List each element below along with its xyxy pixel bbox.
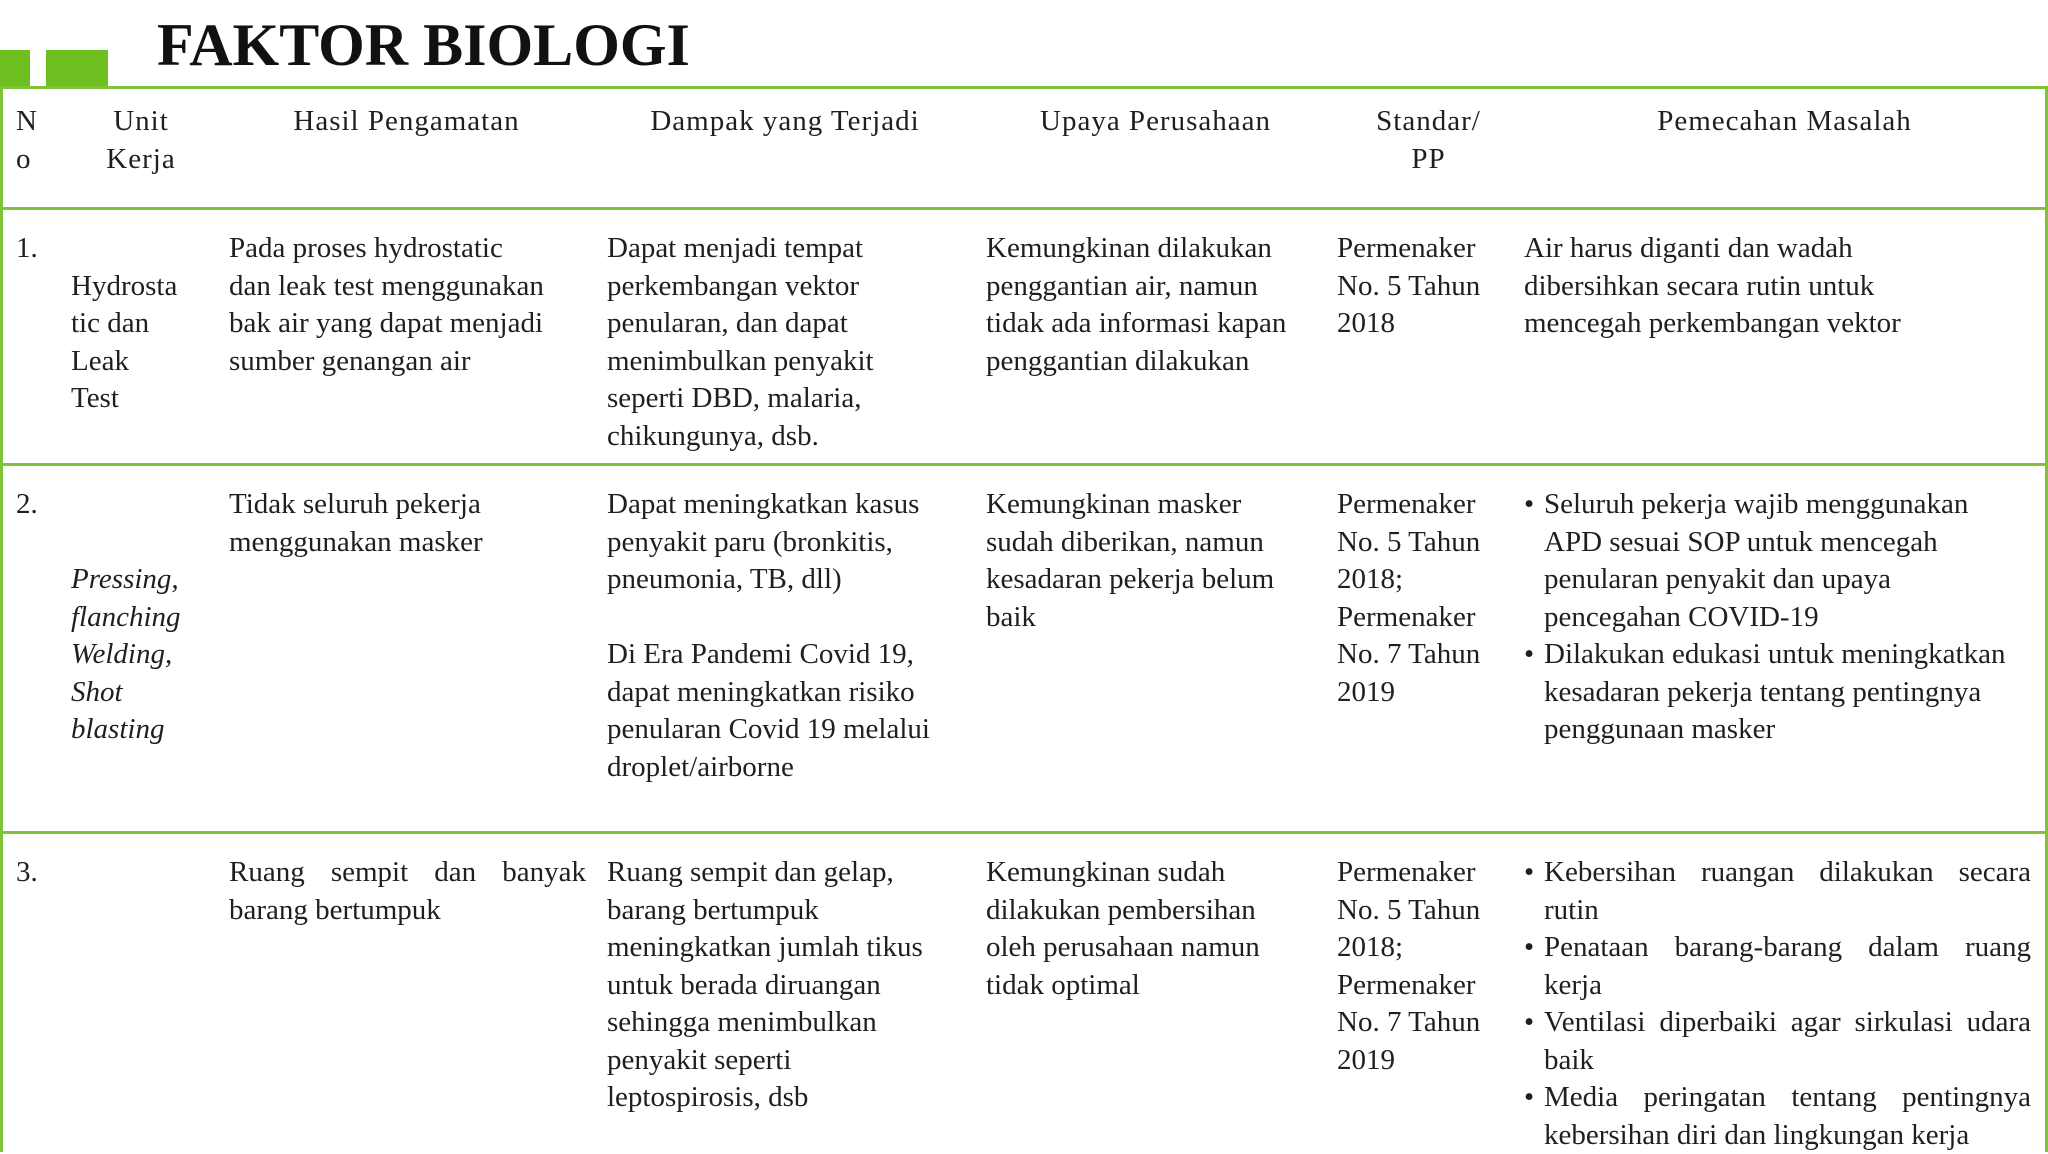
list-item: • Penataan barang-barang dalam ruang kerja (1524, 929, 2031, 1004)
table-row (3, 209, 2045, 465)
row-number: 3. (3, 833, 61, 1154)
header-pemecahan: Pemecahan Masalah (1524, 89, 2045, 209)
title-accent-block (46, 50, 108, 87)
table-row (3, 465, 2045, 833)
unit-kerja-cell: Hydrosta tic dan Leak Test (61, 209, 221, 465)
standar-cell: Permenaker No. 5 Tahun 2018; Permenaker No. 7 Tahun 2019 (1333, 465, 1524, 833)
table-row (3, 833, 2045, 1154)
page-title: FAKTOR BIOLOGI (157, 8, 690, 82)
dampak-cell: Dapat meningkatkan kasus penyakit paru (bronkitis, pneumonia, TB, dll) Di Era Pandemi Covid 19, dapat meningkatkan risiko penularan Covid 19 melalui droplet/airborne (592, 465, 978, 833)
solution-list (1524, 854, 2031, 1154)
pemecahan-cell (1524, 833, 2045, 1154)
hasil-cell: Pada proses hydrostatic dan leak test menggunakan bak air yang dapat menjadi sumber genangan air (221, 209, 592, 465)
unit-kerja-cell: Pressing, flanching Welding, Shot blasting (61, 465, 221, 833)
unit-kerja-cell (61, 833, 221, 1154)
pemecahan-cell: Air harus diganti dan wadah dibersihkan secara rutin untuk mencegah perkembangan vektor (1524, 209, 2045, 465)
upaya-cell: Kemungkinan sudah dilakukan pembersihan oleh perusahaan namun tidak optimal (978, 833, 1333, 1154)
header-no: N o (3, 89, 61, 209)
header-hasil-pengamatan: Hasil Pengamatan (221, 89, 592, 209)
pemecahan-cell (1524, 465, 2045, 833)
header-unit-kerja: Unit Kerja (61, 89, 221, 209)
upaya-cell: Kemungkinan dilakukan penggantian air, namun tidak ada informasi kapan penggantian dilakukan (978, 209, 1333, 465)
title-accent-block (0, 50, 30, 87)
dampak-cell: Dapat menjadi tempat perkembangan vektor penularan, dan dapat menimbulkan penyakit seperti DBD, malaria, chikungunya, dsb. (592, 209, 978, 465)
header-standar: Standar/ PP (1333, 89, 1524, 209)
upaya-cell: Kemungkinan masker sudah diberikan, namun kesadaran pekerja belum baik (978, 465, 1333, 833)
table-header-row (3, 89, 2045, 209)
list-item: • Dilakukan edukasi untuk meningkatkan kesadaran pekerja tentang pentingnya penggunaan masker (1524, 636, 2031, 749)
list-item: • Ventilasi diperbaiki agar sirkulasi udara baik (1524, 1004, 2031, 1079)
biology-factor-table (0, 86, 2048, 1152)
row-number: 1. (3, 209, 61, 465)
header-upaya: Upaya Perusahaan (978, 89, 1333, 209)
row-number: 2. (3, 465, 61, 833)
list-item: • Media peringatan tentang pentingnya kebersihan diri dan lingkungan kerja (1524, 1079, 2031, 1154)
table (3, 89, 2045, 1154)
standar-cell: Permenaker No. 5 Tahun 2018 (1333, 209, 1524, 465)
list-item: • Kebersihan ruangan dilakukan secara rutin (1524, 854, 2031, 929)
list-item: • Seluruh pekerja wajib menggunakan APD sesuai SOP untuk mencegah penularan penyakit dan upaya pencegahan COVID-19 (1524, 486, 2031, 636)
dampak-cell: Ruang sempit dan gelap, barang bertumpuk meningkatkan jumlah tikus untuk berada diruangan sehingga menimbulkan penyakit seperti leptospirosis, dsb (592, 833, 978, 1154)
header-dampak: Dampak yang Terjadi (592, 89, 978, 209)
solution-list (1524, 486, 2031, 749)
hasil-cell: Ruang sempit dan banyak barang bertumpuk (221, 833, 592, 1154)
standar-cell: Permenaker No. 5 Tahun 2018; Permenaker No. 7 Tahun 2019 (1333, 833, 1524, 1154)
hasil-cell: Tidak seluruh pekerja menggunakan masker (221, 465, 592, 833)
